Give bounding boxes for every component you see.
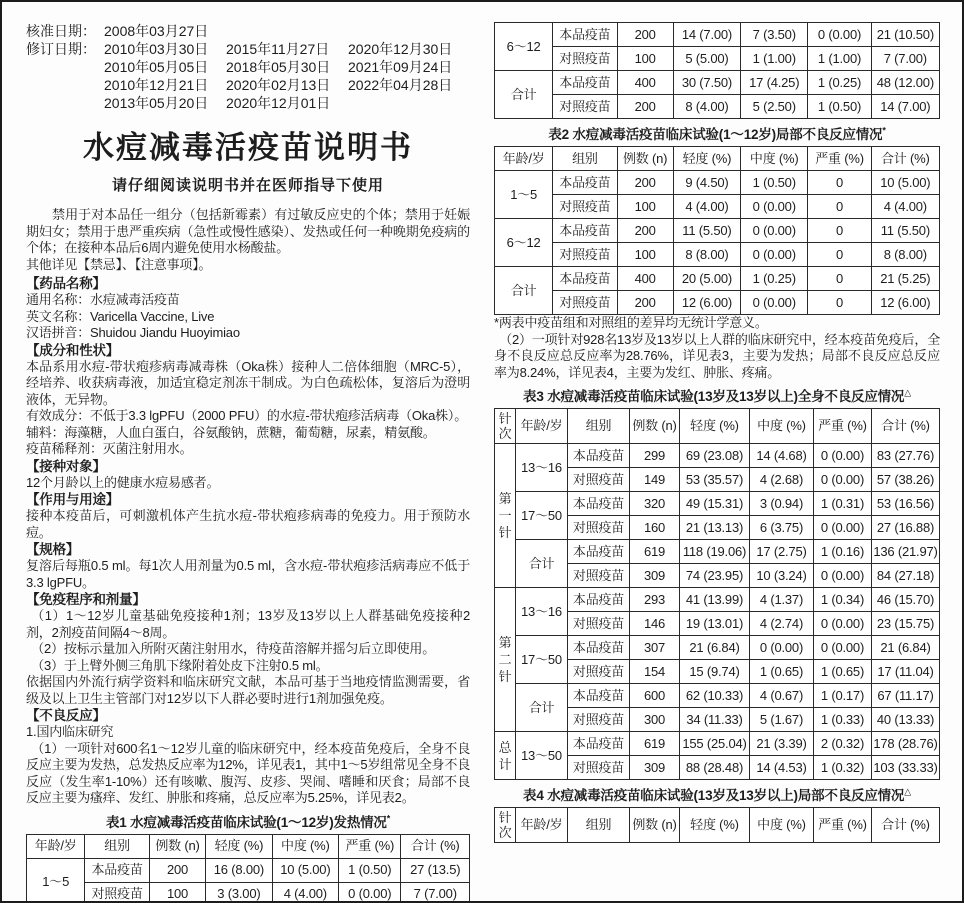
table2-caption-text: 表2 水痘减毒活疫苗临床试验(1～12岁)局部不良反应情况 (548, 127, 883, 142)
column-header: 组别 (553, 147, 617, 171)
table-row (495, 71, 940, 95)
table-cell: 400 (617, 71, 673, 95)
table-cell: 619 (630, 540, 680, 564)
table-cell: 0 (808, 219, 871, 243)
revision-date: 2020年02月13日 (226, 77, 331, 93)
study-paragraph-2: （2）一项针对928名13岁及13岁以上人群的临床研究中，经本疫苗免疫后，全身不良反应总反应率为28.76%，详见表3，主要为发热；局部不良反应总反应率为8.24%，详见表4，主要为发红、肿胀、疼痛。 (494, 331, 940, 380)
table-cell: 1 (0.17) (814, 684, 872, 708)
column-header: 轻度 (%) (680, 409, 750, 444)
table-cell: 本品疫苗 (553, 23, 617, 47)
table-cell: 本品疫苗 (568, 492, 630, 516)
text-line: 辅料：海藻糖，人血白蛋白，谷氨酸钠，蔗糖，葡萄糖，尿素，精氨酸。 (26, 424, 436, 440)
table-cell: 17～50 (516, 636, 568, 684)
section-heading: 【接种对象】 (26, 458, 106, 474)
table2 (494, 146, 940, 315)
table-cell: 13～50 (516, 732, 568, 780)
warning-paragraph: 禁用于对本品任一组分（包括新霉素）有过敏反应史的个体；禁用于妊娠期妇女；禁用于患严重疾病（急性或慢性感染）、发热或任何一种晚期免疫病的个体；在接种本品后6周内避免使用水杨酸盐。 (26, 207, 470, 255)
table-header-row (495, 808, 940, 843)
table-cell: 1 (0.33) (814, 708, 872, 732)
column-header: 年龄/岁 (27, 834, 85, 858)
table-row (495, 267, 940, 291)
table-cell: 本品疫苗 (568, 636, 630, 660)
column-header: 严重 (%) (339, 834, 401, 858)
table-cell: 14 (7.00) (673, 23, 740, 47)
table-cell: 320 (630, 492, 680, 516)
table-cell: 160 (630, 516, 680, 540)
text-line: 接种本疫苗后，可刺激机体产生抗水痘-带状疱疹病毒的免疫力。用于预防水痘。 (26, 508, 470, 540)
table-cell: 69 (23.08) (680, 444, 750, 468)
table4-caption (494, 784, 940, 804)
table-cell: 34 (11.33) (680, 708, 750, 732)
table-cell: 7 (7.00) (871, 47, 939, 71)
table-cell: 0 (0.00) (741, 195, 808, 219)
table-cell: 309 (630, 564, 680, 588)
table-cell: 本品疫苗 (568, 588, 630, 612)
table-cell: 0 (808, 267, 871, 291)
revision-date: 2020年12月30日 (348, 41, 453, 57)
table1-caption (26, 811, 470, 831)
table-cell: 83 (27.76) (872, 444, 940, 468)
table-cell: 14 (4.68) (750, 444, 814, 468)
table-cell: 619 (630, 732, 680, 756)
table-cell: 307 (630, 636, 680, 660)
left-column (26, 22, 470, 903)
table-cell: 1～5 (495, 171, 553, 219)
table-cell: 1 (0.32) (814, 756, 872, 780)
column-header: 合计 (%) (872, 409, 940, 444)
revision-date (348, 94, 470, 112)
table-header-row (27, 834, 470, 858)
column-header: 年龄/岁 (495, 147, 553, 171)
table-cell: 0 (0.00) (814, 444, 872, 468)
section-heading: 【不良反应】 (26, 708, 106, 723)
table-cell: 136 (21.97) (872, 540, 940, 564)
column-header: 中度 (%) (750, 808, 814, 843)
table1-right-continuation (494, 22, 940, 119)
table-row (495, 219, 940, 243)
table-cell: 对照疫苗 (568, 708, 630, 732)
section-heading: 【免疫程序和剂量】 (26, 592, 146, 607)
table-cell: 154 (630, 660, 680, 684)
table-cell: 总计 (495, 732, 516, 780)
table-cell: 100 (617, 243, 673, 267)
text-line: （3）于上臂外侧三角肌下缘附着处皮下注射0.5 ml。 (31, 657, 329, 673)
table-cell: 对照疫苗 (85, 882, 149, 903)
table-cell: 155 (25.04) (680, 732, 750, 756)
table-cell: 46 (15.70) (872, 588, 940, 612)
table3-caption-mark: △ (904, 387, 911, 398)
column-header: 合计 (%) (871, 147, 939, 171)
section-heading: 【成分和性状】 (26, 342, 120, 358)
text-line: 本品系用水痘-带状疱疹病毒减毒株（Oka株）接种人二倍体细胞（MRC-5），经培养、收获病毒液，加适宜稳定剂冻干制成。为白色疏松体，复溶后为澄明液体，无异物。 (26, 358, 470, 407)
table-cell: 200 (617, 291, 673, 315)
table-cell: 对照疫苗 (568, 756, 630, 780)
table-cell: 第一针 (495, 444, 516, 588)
revision-date: 2018年05月30日 (226, 59, 331, 75)
table-cell: 4 (0.67) (750, 684, 814, 708)
table-cell: 4 (1.37) (750, 588, 814, 612)
table-row (495, 540, 940, 564)
table-cell: 0 (0.00) (339, 882, 401, 903)
column-header: 组别 (568, 808, 630, 843)
table-cell: 对照疫苗 (553, 47, 617, 71)
table3-caption (494, 385, 940, 405)
table-row (495, 291, 940, 315)
table-cell: 1 (0.50) (808, 95, 871, 119)
table-cell: 10 (3.24) (750, 564, 814, 588)
table-cell: 合计 (495, 267, 553, 315)
text-line: 12个月龄以上的健康水痘易感者。 (26, 474, 220, 490)
table1-left-part (26, 834, 470, 903)
column-header: 针次 (495, 409, 516, 444)
table-cell: 合计 (516, 540, 568, 588)
text-line: 疫苗稀释剂：灭菌注射用水。 (26, 441, 193, 456)
table-row (495, 171, 940, 195)
table-cell: 0 (0.00) (814, 636, 872, 660)
table-cell: 0 (0.00) (814, 516, 872, 540)
table-cell: 53 (35.57) (680, 468, 750, 492)
column-header: 严重 (%) (814, 409, 872, 444)
table-cell: 4 (4.00) (673, 195, 740, 219)
two-column-layout (2, 2, 962, 903)
table-cell: 0 (0.00) (814, 564, 872, 588)
table-cell: 21 (10.50) (871, 23, 939, 47)
table-cell: 11 (5.50) (871, 219, 939, 243)
table-cell: 本品疫苗 (568, 732, 630, 756)
table-cell: 合计 (516, 684, 568, 732)
table-cell: 62 (10.33) (680, 684, 750, 708)
table-cell: 11 (5.50) (673, 219, 740, 243)
table-cell: 对照疫苗 (568, 564, 630, 588)
table-cell: 15 (9.74) (680, 660, 750, 684)
table-cell: 19 (13.01) (680, 612, 750, 636)
table-row (495, 588, 940, 612)
table-cell: 4 (4.00) (272, 882, 338, 903)
warning-see-also: 其他详见【禁忌】、【注意事项】。 (26, 256, 212, 272)
column-header: 中度 (%) (741, 147, 808, 171)
table4-header-only (494, 807, 940, 843)
table-cell: 对照疫苗 (553, 195, 617, 219)
table-header-row (495, 409, 940, 444)
table-row (495, 95, 940, 119)
table-cell: 1 (0.50) (741, 171, 808, 195)
table-cell: 149 (630, 468, 680, 492)
table-cell: 27 (16.88) (872, 516, 940, 540)
table-cell: 5 (2.50) (741, 95, 808, 119)
table-cell: 14 (7.00) (871, 95, 939, 119)
table-cell: 本品疫苗 (568, 444, 630, 468)
text-line: 1.国内临床研究 (26, 724, 114, 739)
text-line: 有效成分：不低于3.3 lgPFU（2000 PFU）的水痘-带状疱疹活病毒（Oka株）。 (26, 408, 468, 423)
table-cell: 1 (0.65) (814, 660, 872, 684)
table1-caption-text: 表1 水痘减毒活疫苗临床试验(1～12岁)发热情况 (105, 814, 387, 830)
table-cell: 0 (808, 171, 871, 195)
text-line: （1）一项针对600名1～12岁儿童的临床研究中，经本疫苗免疫后，全身不良反应主要为发热，总发热反应率为12%，详见表1，其中1～5岁组常见全身不良反应（发生率1-10%）还有咳嗽、腹泻、皮疹、哭闹、嗜睡和厌食；局部不良反应主要为瘙痒、发红、肿胀和疼痛，总反应率为5.25%，详见表2。 (26, 740, 470, 805)
column-header: 针次 (495, 808, 516, 843)
revision-date: 2010年05月05日 (104, 59, 209, 75)
table-cell: 12 (6.00) (673, 291, 740, 315)
table-cell: 293 (630, 588, 680, 612)
revision-date: 2013年05月20日 (104, 95, 209, 111)
table-cell: 84 (27.18) (872, 564, 940, 588)
table-cell: 0 (0.00) (814, 612, 872, 636)
table-row (495, 684, 940, 708)
revision-date: 2022年04月28日 (348, 77, 453, 93)
table-cell: 8 (8.00) (673, 243, 740, 267)
approval-date-label: 核准日期： (26, 23, 96, 39)
column-header: 例数 (n) (630, 409, 680, 444)
table2-caption-mark: * (882, 125, 886, 136)
right-column (494, 22, 940, 903)
revision-date: 2020年12月01日 (226, 95, 331, 111)
table-cell: 对照疫苗 (568, 516, 630, 540)
table-cell: 1 (0.65) (750, 660, 814, 684)
column-header: 轻度 (%) (680, 808, 750, 843)
column-header: 合计 (%) (401, 834, 470, 858)
table-cell: 17 (4.25) (741, 71, 808, 95)
table-cell: 17～50 (516, 492, 568, 540)
table-cell: 对照疫苗 (568, 660, 630, 684)
section-heading: 【作用与用途】 (26, 492, 120, 507)
table-cell: 8 (8.00) (871, 243, 939, 267)
table-cell: 200 (617, 219, 673, 243)
table-cell: 74 (23.95) (680, 564, 750, 588)
table-cell: 67 (11.17) (872, 684, 940, 708)
table-cell: 0 (0.00) (741, 291, 808, 315)
table-row (495, 47, 940, 71)
table1-caption-mark: * (386, 813, 391, 823)
table-cell: 对照疫苗 (553, 243, 617, 267)
page-subtitle: 请仔细阅读说明书并在医师指导下使用 (111, 177, 384, 194)
table-cell: 7 (3.50) (741, 23, 808, 47)
table-cell: 100 (617, 195, 673, 219)
table-cell: 12 (6.00) (871, 291, 939, 315)
table-cell: 88 (28.48) (680, 756, 750, 780)
text-line: （2）按标示量加入所附灭菌注射用水，待疫苗溶解并摇匀后立即使用。 (31, 641, 436, 656)
table-cell: 1 (1.00) (741, 47, 808, 71)
revision-dates-row (26, 40, 470, 112)
table-cell: 2 (0.32) (814, 732, 872, 756)
table3-caption-text: 表3 水痘减毒活疫苗临床试验(13岁及13岁以上)全身不良反应情况 (523, 389, 905, 404)
column-header: 轻度 (%) (673, 147, 740, 171)
column-header: 严重 (%) (808, 147, 871, 171)
table-cell: 对照疫苗 (568, 468, 630, 492)
column-header: 例数 (n) (149, 834, 205, 858)
table-cell: 1 (0.34) (814, 588, 872, 612)
column-header: 组别 (568, 409, 630, 444)
table-cell: 27 (13.5) (401, 858, 470, 882)
column-header: 中度 (%) (272, 834, 338, 858)
table-cell: 1 (0.50) (339, 858, 401, 882)
table-cell: 299 (630, 444, 680, 468)
table-cell: 21 (13.13) (680, 516, 750, 540)
table-cell: 13～16 (516, 444, 568, 492)
table-cell: 1 (0.25) (741, 267, 808, 291)
table-cell: 0 (808, 291, 871, 315)
table-cell: 本品疫苗 (85, 858, 149, 882)
table-cell: 本品疫苗 (553, 71, 617, 95)
table-cell: 49 (15.31) (680, 492, 750, 516)
column-header: 年龄/岁 (516, 808, 568, 843)
table-cell: 本品疫苗 (553, 267, 617, 291)
revision-date: 2010年03月30日 (104, 41, 209, 57)
table-cell: 0 (0.00) (741, 219, 808, 243)
table-cell: 103 (33.33) (872, 756, 940, 780)
table-cell: 57 (38.26) (872, 468, 940, 492)
table-cell: 本品疫苗 (553, 171, 617, 195)
table-cell: 17 (2.75) (750, 540, 814, 564)
table4-caption-mark: △ (904, 786, 911, 797)
table-cell: 1 (1.00) (808, 47, 871, 71)
table-row (495, 636, 940, 660)
table-cell: 1 (0.31) (814, 492, 872, 516)
table-cell: 0 (0.00) (741, 243, 808, 267)
column-header: 年龄/岁 (516, 409, 568, 444)
column-header: 例数 (n) (630, 808, 680, 843)
table-cell: 48 (12.00) (871, 71, 939, 95)
table-row (27, 858, 470, 882)
table-cell: 100 (617, 47, 673, 71)
sections (26, 275, 470, 807)
section-heading: 【药品名称】 (26, 276, 106, 291)
table-cell: 1 (0.16) (814, 540, 872, 564)
table-cell: 5 (1.67) (750, 708, 814, 732)
table-cell: 118 (19.06) (680, 540, 750, 564)
revision-date: 2015年11月27日 (226, 41, 330, 57)
table-cell: 53 (16.56) (872, 492, 940, 516)
table-cell: 6～12 (495, 23, 553, 71)
table-cell: 100 (149, 882, 205, 903)
text-line: 依据国内外流行病学资料和临床研究文献，本品可基于当地疫情监测需要，省级及以上卫生主管部门对12岁以下人群必要时进行1剂加强免疫。 (26, 674, 470, 706)
table-cell: 合计 (495, 71, 553, 119)
table-cell: 6～12 (495, 219, 553, 267)
table-cell: 0 (0.00) (808, 23, 871, 47)
text-line: 汉语拼音：Shuidou Jiandu Huoyimiao (26, 325, 240, 340)
revision-dates-grid (104, 40, 470, 112)
tables-footnote: *两表中疫苗组和对照组的差异均无统计学意义。 (494, 315, 768, 330)
table-cell: 17 (11.04) (872, 660, 940, 684)
table-cell: 对照疫苗 (553, 291, 617, 315)
table-row (495, 732, 940, 756)
column-header: 合计 (%) (872, 808, 940, 843)
table-cell: 146 (630, 612, 680, 636)
table-cell: 0 (0.00) (814, 468, 872, 492)
table-cell: 21 (6.84) (680, 636, 750, 660)
table-cell: 本品疫苗 (568, 684, 630, 708)
revision-date: 2010年12月21日 (104, 77, 209, 93)
table-cell: 7 (7.00) (401, 882, 470, 903)
text-line: （1）1～12岁儿童基础免疫接种1剂；13岁及13岁以上人群基础免疫接种2剂，2剂疫苗间隔4～8周。 (26, 608, 470, 640)
table-cell: 0 (808, 243, 871, 267)
dates-block (26, 22, 470, 112)
table-row (27, 882, 470, 903)
table-cell: 21 (3.39) (750, 732, 814, 756)
table-row (495, 444, 940, 468)
table3 (494, 408, 940, 780)
table-row (495, 243, 940, 267)
column-header: 轻度 (%) (206, 834, 272, 858)
table-cell: 600 (630, 684, 680, 708)
table-row (495, 23, 940, 47)
table-cell: 200 (149, 858, 205, 882)
table-cell: 本品疫苗 (568, 540, 630, 564)
table-cell: 6 (3.75) (750, 516, 814, 540)
table-cell: 309 (630, 756, 680, 780)
table-cell: 400 (617, 267, 673, 291)
column-header: 中度 (%) (750, 409, 814, 444)
table-cell: 3 (0.94) (750, 492, 814, 516)
column-header: 严重 (%) (814, 808, 872, 843)
table-cell: 16 (8.00) (206, 858, 272, 882)
table-cell: 200 (617, 23, 673, 47)
table-cell: 40 (13.33) (872, 708, 940, 732)
table-cell: 1～5 (27, 858, 85, 903)
table-header-row (495, 147, 940, 171)
table-cell: 20 (5.00) (673, 267, 740, 291)
text-line: 复溶后每瓶0.5 ml。每1次人用剂量为0.5 ml，含水痘-带状疱疹活病毒应不低于3.3 lgPFU。 (26, 558, 470, 590)
table-cell: 10 (5.00) (272, 858, 338, 882)
table2-caption (494, 123, 940, 143)
table-cell: 14 (4.53) (750, 756, 814, 780)
column-header: 例数 (n) (617, 147, 673, 171)
table-cell: 41 (13.99) (680, 588, 750, 612)
table-cell: 4 (2.68) (750, 468, 814, 492)
table-cell: 第二针 (495, 588, 516, 732)
table-cell: 对照疫苗 (568, 612, 630, 636)
approval-date-row (26, 22, 470, 40)
table-cell: 10 (5.00) (871, 171, 939, 195)
approval-date-value: 2008年03月27日 (104, 23, 209, 39)
section-heading: 【规格】 (26, 542, 80, 557)
text-line: 通用名称：水痘减毒活疫苗 (26, 292, 180, 307)
table-cell: 1 (0.25) (808, 71, 871, 95)
table-cell: 0 (0.00) (750, 636, 814, 660)
table-cell: 23 (15.75) (872, 612, 940, 636)
table-cell: 4 (4.00) (871, 195, 939, 219)
table-cell: 3 (3.00) (206, 882, 272, 903)
table-cell: 200 (617, 95, 673, 119)
table-cell: 本品疫苗 (553, 219, 617, 243)
table-cell: 4 (2.74) (750, 612, 814, 636)
page-title: 水痘减毒活疫苗说明书 (83, 130, 413, 165)
table-cell: 5 (5.00) (673, 47, 740, 71)
revision-date: 2021年09月24日 (348, 59, 453, 75)
table-cell: 13～16 (516, 588, 568, 636)
table-cell: 9 (4.50) (673, 171, 740, 195)
text-line: 英文名称：Varicella Vaccine, Live (26, 308, 215, 324)
table-row (495, 195, 940, 219)
table-cell: 30 (7.50) (673, 71, 740, 95)
table-cell: 200 (617, 171, 673, 195)
table-cell: 对照疫苗 (553, 95, 617, 119)
table-cell: 0 (808, 195, 871, 219)
column-header: 组别 (85, 834, 149, 858)
table4-caption-text: 表4 水痘减毒活疫苗临床试验(13岁及13岁以上)局部不良反应情况 (523, 788, 905, 803)
table-row (495, 492, 940, 516)
table-cell: 21 (5.25) (871, 267, 939, 291)
table-cell: 21 (6.84) (872, 636, 940, 660)
table-cell: 8 (4.00) (673, 95, 740, 119)
table-cell: 178 (28.76) (872, 732, 940, 756)
revision-date-label: 修订日期： (26, 41, 96, 57)
table-cell: 300 (630, 708, 680, 732)
